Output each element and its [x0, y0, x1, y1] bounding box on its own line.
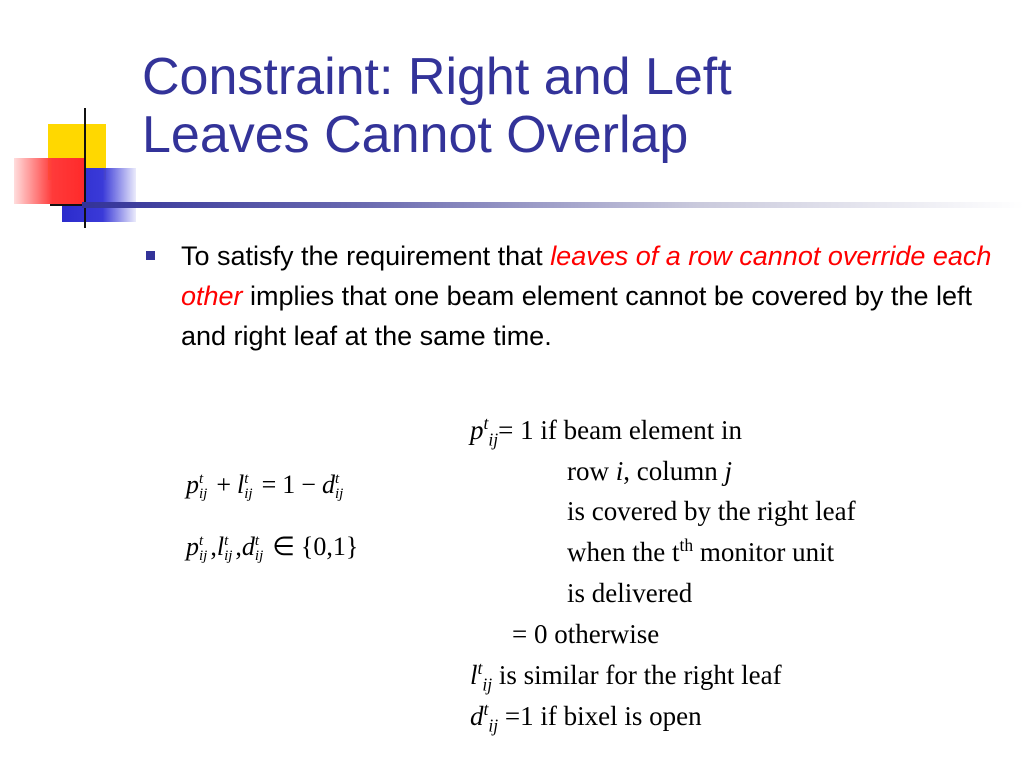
def-otherwise: [512, 614, 659, 654]
eq1-l-sub: ij: [244, 486, 253, 503]
slide-title: [142, 48, 1002, 164]
eq2-l: l: [216, 532, 225, 561]
def-p-var: p: [470, 415, 484, 445]
def-l-sup: t: [477, 658, 483, 678]
eq2-d-sub: ij: [254, 548, 264, 565]
def-when-pre: when the t: [567, 537, 680, 567]
eq2-p-sup: t: [199, 533, 204, 550]
equation-2: [186, 532, 358, 564]
eq1-d-sup: t: [334, 471, 340, 488]
eq2-l-sup: t: [224, 533, 229, 550]
bullet-text-before: To satisfy the requirement that: [181, 241, 551, 271]
def-p-line-2: [567, 451, 732, 491]
def-d-var: d: [470, 701, 484, 731]
eq1-p: p: [186, 470, 199, 499]
def-p-text-3: is covered by the right leaf: [567, 496, 856, 526]
def-p-text-1: = 1 if beam element in: [498, 415, 743, 445]
eq2-d: d: [241, 532, 255, 561]
def-p-line-1: [470, 410, 742, 450]
eq1-plus: +: [216, 470, 232, 499]
title-divider: [82, 202, 1024, 208]
eq2-comma-2: ,: [235, 532, 242, 561]
bullet-text-after: implies that one beam element cannot be covered by the left and right leaf at the same time.: [181, 281, 972, 351]
def-when-post: monitor unit: [693, 537, 835, 567]
eq1-minus: −: [301, 470, 316, 499]
def-p-text-5: is delivered: [567, 578, 693, 608]
equation-1: [186, 470, 346, 502]
eq1-l-sup: t: [244, 471, 249, 488]
def-l-text: is similar for the right leaf: [492, 660, 782, 690]
eq1-d: d: [321, 470, 335, 499]
logo-vertical-line: [84, 108, 86, 228]
eq2-p-sub: ij: [199, 548, 208, 565]
eq2-comma-1: ,: [210, 532, 217, 561]
eq2-set: {0,1}: [300, 532, 359, 561]
eq1-p-sub: ij: [199, 486, 208, 503]
def-d-line: [470, 696, 702, 736]
eq1-d-sub: ij: [334, 486, 344, 503]
eq2-element-of: ∈: [272, 532, 295, 561]
eq1-equals: =: [261, 470, 277, 499]
def-l-line: [470, 655, 782, 695]
def-p-line-3: [567, 491, 856, 531]
eq1-l: l: [237, 470, 245, 499]
bullet-emphasis: leaves of a row cannot override each other: [181, 241, 992, 311]
eq1-p-sup: t: [199, 471, 204, 488]
eq2-p: p: [186, 532, 199, 561]
eq1-one: 1: [282, 470, 296, 499]
eq2-d-sup: t: [254, 533, 260, 550]
eq2-l-sub: ij: [224, 548, 233, 565]
def-i-var: i: [615, 456, 624, 486]
bullet-text: [181, 236, 1001, 356]
def-d-sub: ij: [488, 715, 499, 736]
def-p-sup: t: [483, 413, 489, 433]
def-column-word: , column: [623, 456, 725, 486]
logo-red-square: [14, 158, 84, 204]
def-d-text: =1 if bixel is open: [498, 701, 702, 731]
def-l-sub: ij: [482, 674, 493, 695]
def-j-var: j: [724, 456, 733, 486]
def-p-sub: ij: [488, 429, 499, 450]
def-d-sup: t: [483, 699, 489, 719]
def-otherwise-text: = 0 otherwise: [512, 619, 660, 649]
bullet-square-icon: [146, 251, 155, 260]
def-p-line-5: [567, 573, 692, 613]
def-th-sup: th: [679, 535, 694, 555]
title-line-1: Constraint: Right and Left: [142, 48, 732, 106]
def-p-line-4: [567, 532, 834, 572]
title-line-2: Leaves Cannot Overlap: [142, 106, 689, 164]
def-row-word: row: [567, 456, 616, 486]
def-l-var: l: [470, 660, 478, 690]
